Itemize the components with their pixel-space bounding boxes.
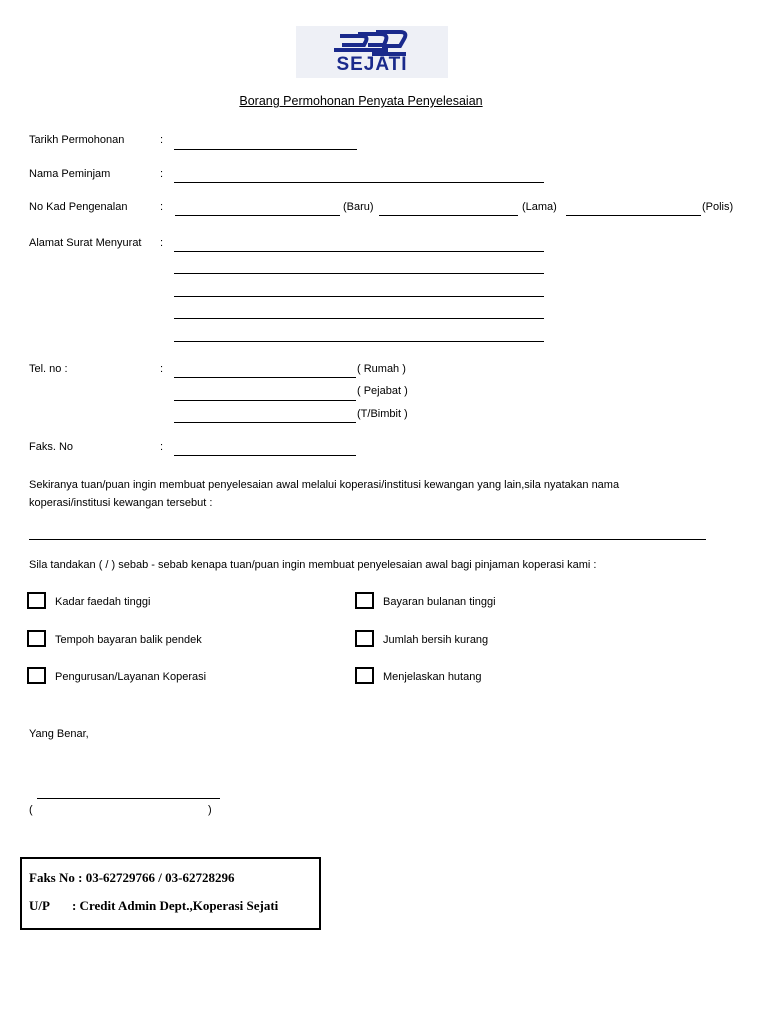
paragraph-line-1: Sekiranya tuan/puan ingin membuat penyelesaian awal melalui koperasi/institusi kewangan yang lain,sila nyatakan nama bbox=[29, 479, 620, 491]
input-line-tel-pejabat[interactable] bbox=[174, 400, 356, 401]
label-tel: Tel. no : bbox=[29, 363, 68, 375]
label-tarikh: Tarikh Permohonan bbox=[29, 134, 125, 146]
checkbox-reason-left-1[interactable] bbox=[27, 592, 46, 609]
input-line-kad-baru[interactable] bbox=[175, 215, 340, 216]
input-line-tel-rumah[interactable] bbox=[174, 377, 356, 378]
reasons-instruction: Sila tandakan ( / ) sebab - sebab kenapa tuan/puan ingin membuat penyelesaian awal bagi pinjaman koperasi kami : bbox=[29, 559, 597, 571]
colon: : bbox=[160, 168, 164, 180]
input-line-tarikh[interactable] bbox=[174, 149, 357, 150]
label-tel-pejabat: ( Pejabat ) bbox=[357, 385, 408, 397]
reason-label: Tempoh bayaran balik pendek bbox=[55, 634, 202, 646]
label-kad-baru: (Baru) bbox=[343, 201, 374, 213]
fax-number: Faks No : 03-62729766 / 03-62728296 bbox=[29, 870, 235, 885]
input-line-alamat-1[interactable] bbox=[174, 251, 544, 252]
input-line-institusi[interactable] bbox=[29, 539, 706, 540]
colon: : bbox=[160, 201, 164, 213]
fax-attention: U/P : Credit Admin Dept.,Koperasi Sejati bbox=[29, 898, 279, 913]
input-line-alamat-4[interactable] bbox=[174, 318, 544, 319]
label-kad-polis: (Polis) bbox=[702, 201, 734, 213]
closing-text: Yang Benar, bbox=[29, 728, 89, 740]
colon: : bbox=[160, 134, 164, 146]
input-line-tel-bimbit[interactable] bbox=[174, 422, 356, 423]
fax-info-box bbox=[20, 857, 321, 930]
checkbox-reason-right-3[interactable] bbox=[355, 667, 374, 684]
reason-label: Kadar faedah tinggi bbox=[55, 596, 151, 608]
input-line-kad-polis[interactable] bbox=[566, 215, 701, 216]
signature-paren-close: ) bbox=[208, 804, 212, 816]
form-title: Borang Permohonan Penyata Penyelesaian bbox=[239, 94, 483, 108]
checkbox-reason-right-2[interactable] bbox=[355, 630, 374, 647]
sejati-logo bbox=[296, 26, 448, 78]
signature-paren-open: ( bbox=[29, 804, 33, 816]
input-line-alamat-5[interactable] bbox=[174, 341, 544, 342]
input-line-alamat-3[interactable] bbox=[174, 296, 544, 297]
colon: : bbox=[160, 363, 164, 375]
checkbox-reason-right-1[interactable] bbox=[355, 592, 374, 609]
input-line-alamat-2[interactable] bbox=[174, 273, 544, 274]
colon: : bbox=[160, 441, 164, 453]
label-tel-rumah: ( Rumah ) bbox=[357, 363, 406, 375]
label-kad: No Kad Pengenalan bbox=[29, 201, 128, 213]
label-tel-bimbit: (T/Bimbit ) bbox=[357, 408, 408, 420]
input-line-faks[interactable] bbox=[174, 455, 356, 456]
reason-label: Jumlah bersih kurang bbox=[383, 634, 489, 646]
label-faks: Faks. No bbox=[29, 441, 74, 453]
checkbox-reason-left-3[interactable] bbox=[27, 667, 46, 684]
input-line-kad-lama[interactable] bbox=[379, 215, 518, 216]
label-alamat: Alamat Surat Menyurat bbox=[29, 237, 142, 249]
signature-line[interactable] bbox=[37, 798, 220, 799]
colon: : bbox=[160, 237, 164, 249]
checkbox-reason-left-2[interactable] bbox=[27, 630, 46, 647]
reason-label: Menjelaskan hutang bbox=[383, 671, 482, 683]
reason-label: Bayaran bulanan tinggi bbox=[383, 596, 496, 608]
input-line-nama[interactable] bbox=[174, 182, 544, 183]
reason-label: Pengurusan/Layanan Koperasi bbox=[55, 671, 207, 683]
label-kad-lama: (Lama) bbox=[522, 201, 557, 213]
label-nama: Nama Peminjam bbox=[29, 168, 111, 180]
paragraph-line-2: koperasi/institusi kewangan tersebut : bbox=[29, 497, 213, 509]
logo-wordmark: SEJATI bbox=[336, 54, 408, 75]
